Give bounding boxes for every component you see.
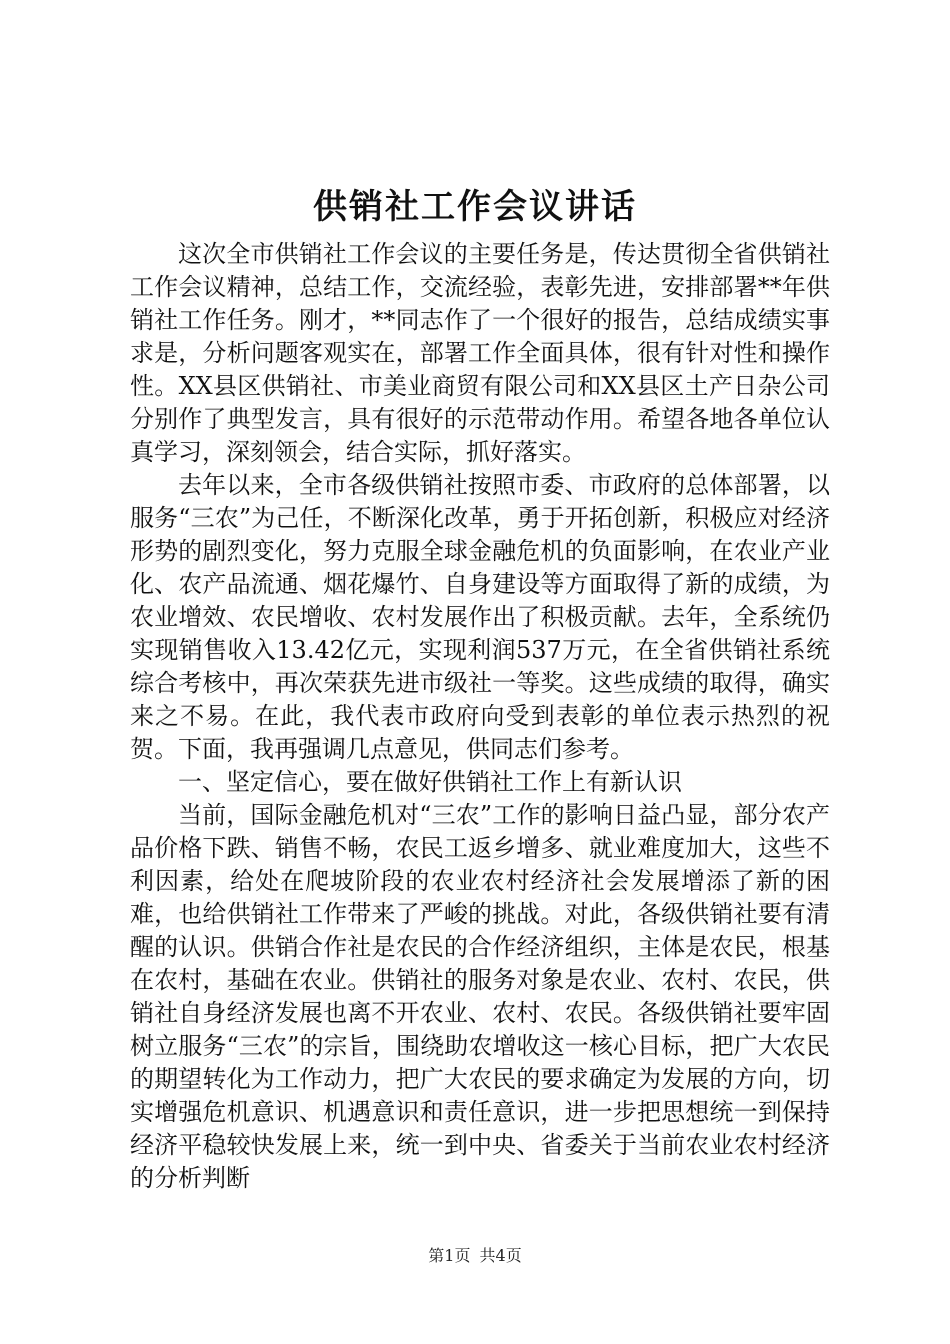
page-footer (0, 1245, 950, 1267)
page-number: 第1页 (428, 1246, 471, 1265)
paragraph-intro: 这次全市供销社工作会议的主要任务是，传达贯彻全省供销社工作会议精神，总结工作，交流经验，表彰先进，安排部署**年供销社工作任务。刚才，**同志作了一个很好的报告，总结成绩实事求是，分析问题客观实在，部署工作全面具体，很有针对性和操作性。XX县区供销社、市美业商贸有限公司和XX县区土产日杂公司分别作了典型发言，具有很好的示范带动作用。希望各地各单位认真学习，深刻领会，结合实际，抓好落实。 (130, 240, 830, 466)
document-title: 供销社工作会议讲话 (313, 187, 637, 227)
page-total: 共4页 (479, 1246, 522, 1265)
section-heading-one: 一、坚定信心，要在做好供销社工作上有新认识 (178, 768, 682, 796)
paragraph-achievements: 去年以来，全市各级供销社按照市委、市政府的总体部署，以服务“三农”为己任，不断深化改革，勇于开拓创新，积极应对经济形势的剧烈变化，努力克服全球金融危机的负面影响，在农业产业化、农产品流通、烟花爆竹、自身建设等方面取得了新的成绩，为农业增效、农民增收、农村发展作出了积极贡献。去年，全系统仍实现销售收入13.42亿元，实现利润537万元，在全省供销社系统综合考核中，再次荣获先进市级社一等奖。这些成绩的取得，确实来之不易。在此，我代表市政府向受到表彰的单位表示热烈的祝贺。下面，我再强调几点意见，供同志们参考。 (130, 471, 830, 763)
document-body (130, 238, 830, 1195)
paragraph-current-situation: 当前，国际金融危机对“三农”工作的影响日益凸显，部分农产品价格下跌、销售不畅，农民工返乡增多、就业难度加大，这些不利因素，给处在爬坡阶段的农业农村经济社会发展增添了新的困难，也给供销社工作带来了严峻的挑战。对此，各级供销社要有清醒的认识。供销合作社是农民的合作经济组织，主体是农民，根基在农村，基础在农业。供销社的服务对象是农业、农村、农民，供销社自身经济发展也离不开农业、农村、农民。各级供销社要牢固树立服务“三农”的宗旨，围绕助农增收这一核心目标，把广大农民的期望转化为工作动力，把广大农民的要求确定为发展的方向，切实增强危机意识、机遇意识和责任意识，进一步把思想统一到保持经济平稳较快发展上来，统一到中央、省委关于当前农业农村经济的分析判断 (130, 801, 830, 1192)
